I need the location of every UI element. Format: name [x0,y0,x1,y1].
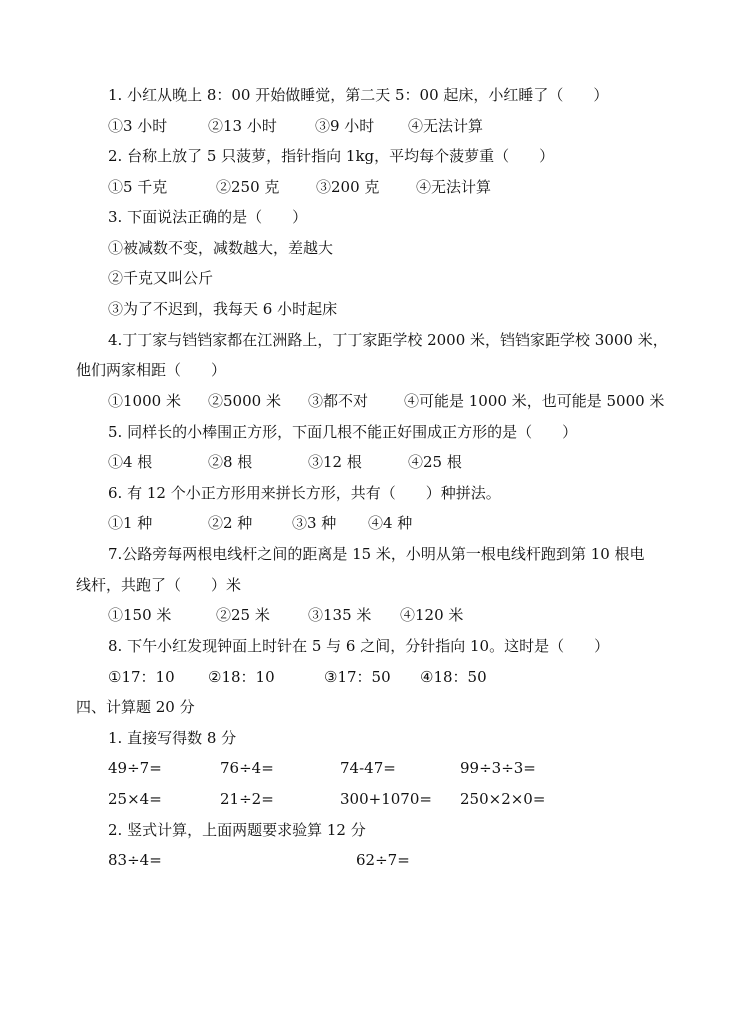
question-4-stem-line-1: 4.丁丁家与铛铛家都在江洲路上，丁丁家距学校 2000 米，铛铛家距学校 3000 米， [108,331,668,349]
section-4-part-2-title: 2. 竖式计算，上面两题要求验算 12 分 [108,821,366,839]
question-2-option-2: ②250 克 [216,178,280,196]
question-5-option-2: ②8 根 [208,453,253,471]
question-8-option-1: ①17：10 [108,668,175,686]
question-7-option-2: ②25 米 [216,606,270,624]
calc-item: 300+1070= [340,790,432,808]
question-8-option-2: ②18：10 [208,668,275,686]
question-2-stem: 2. 台称上放了 5 只菠萝，指针指向 1kg，平均每个菠萝重（ ） [108,147,555,165]
question-2-option-1: ①5 千克 [108,178,168,196]
vertical-calc-item: 62÷7= [356,851,410,869]
question-6-option-4: ④4 种 [368,514,413,532]
vertical-calc-item: 83÷4= [108,851,162,869]
question-1-option-4: ④无法计算 [408,117,484,135]
question-6-option-2: ②2 种 [208,514,253,532]
question-8-stem: 8. 下午小红发现钟面上时针在 5 与 6 之间，分针指向 10。这时是（ ） [108,637,610,655]
question-3-option-3: ③为了不迟到，我每天 6 小时起床 [108,300,338,318]
question-7-option-3: ③135 米 [308,606,372,624]
question-5-option-4: ④25 根 [408,453,462,471]
question-1-option-3: ③9 小时 [315,117,375,135]
question-4-option-1: ①1000 米 [108,392,181,410]
question-4-option-2: ②5000 米 [208,392,281,410]
question-5-stem: 5. 同样长的小棒围正方形，下面几根不能正好围成正方形的是（ ） [108,423,578,441]
question-2-option-4: ④无法计算 [416,178,492,196]
calc-item: 74-47= [340,759,396,777]
question-1-option-2: ②13 小时 [208,117,277,135]
question-4-option-4: ④可能是 1000 米，也可能是 5000 米 [404,392,665,410]
question-3-option-1: ①被减数不变，减数越大，差越大 [108,239,334,257]
question-3-stem: 3. 下面说法正确的是（ ） [108,208,308,226]
question-1-option-1: ①3 小时 [108,117,168,135]
question-5-option-1: ①4 根 [108,453,153,471]
question-4-option-3: ③都不对 [308,392,369,410]
calc-item: 25×4= [108,790,162,808]
calc-item: 76÷4= [220,759,274,777]
question-2-option-3: ③200 克 [316,178,380,196]
question-7-stem-line-1: 7.公路旁每两根电线杆之间的距离是 15 米，小明从第一根电线杆跑到第 10 根电 [108,545,645,563]
question-6-option-1: ①1 种 [108,514,153,532]
question-8-option-4: ④18：50 [420,668,487,686]
question-6-option-3: ③3 种 [292,514,337,532]
question-4-stem-line-2: 他们两家相距（ ） [76,361,227,379]
section-4-title: 四、计算题 20 分 [76,698,195,716]
calc-item: 99÷3÷3= [460,759,536,777]
question-6-stem: 6. 有 12 个小正方形用来拼长方形，共有（ ）种拼法。 [108,484,501,502]
calc-item: 21÷2= [220,790,274,808]
question-5-option-3: ③12 根 [308,453,362,471]
question-7-option-4: ④120 米 [400,606,464,624]
section-4-part-1-title: 1. 直接写得数 8 分 [108,729,237,747]
question-7-option-1: ①150 米 [108,606,172,624]
calc-item: 49÷7= [108,759,162,777]
question-7-stem-line-2: 线杆，共跑了（ ）米 [76,576,242,594]
question-3-option-2: ②千克又叫公斤 [108,269,214,287]
question-1-stem: 1. 小红从晚上 8：00 开始做睡觉，第二天 5：00 起床，小红睡了（ ） [108,86,609,104]
question-8-option-3: ③17：50 [324,668,391,686]
calc-item: 250×2×0= [460,790,546,808]
